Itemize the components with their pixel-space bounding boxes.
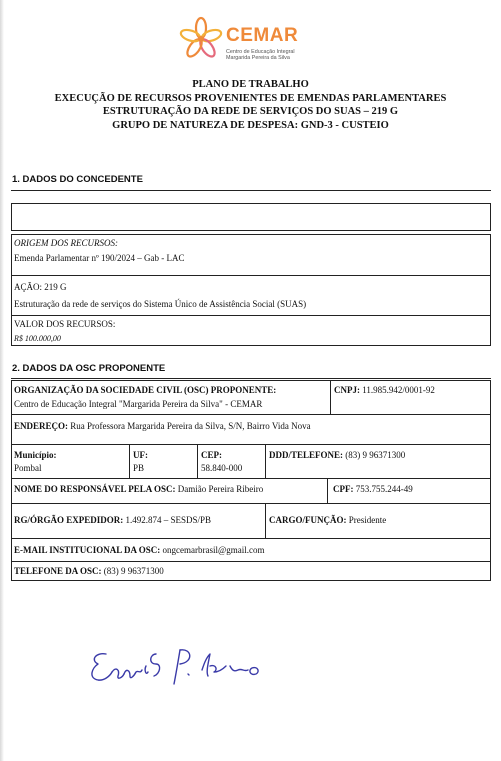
osc-divider-3 bbox=[11, 478, 491, 479]
valor-value: R$ 100.000,00 bbox=[14, 334, 61, 343]
cemar-logo bbox=[178, 16, 328, 62]
origem-label: ORIGEM DOS RECURSOS: bbox=[14, 238, 118, 248]
osc-divider-6 bbox=[11, 561, 491, 562]
flower-logo-icon bbox=[178, 16, 224, 62]
cep-label: CEP: bbox=[201, 450, 222, 460]
osc-vdivider-cpf bbox=[327, 478, 328, 503]
endereco-value: Rua Professora Margarida Pereira da Silva, S/N, Bairro Vida Nova bbox=[70, 421, 311, 431]
ddd-value: (83) 9 96371300 bbox=[345, 450, 406, 460]
rg-label: RG/ÓRGÃO EXPEDIDOR: bbox=[14, 515, 124, 525]
osc-divider-5 bbox=[11, 538, 491, 539]
rg-value: 1.492.874 – SESDS/PB bbox=[125, 515, 212, 525]
title-line2: EXECUÇÃO DE RECURSOS PROVENIENTES DE EMENDAS PARLAMENTARES bbox=[54, 92, 447, 104]
handwritten-signature bbox=[84, 640, 294, 700]
cep-value: 58.840-000 bbox=[201, 463, 243, 473]
email-field bbox=[14, 545, 265, 556]
municipio-value: Pombal bbox=[14, 463, 42, 473]
municipio-label: Município: bbox=[14, 450, 57, 460]
responsavel-value: Damião Pereira Ribeiro bbox=[177, 484, 264, 494]
cargo-value: Presidente bbox=[348, 515, 387, 525]
uf-value: PB bbox=[133, 463, 145, 473]
telefone-label: TELEFONE DA OSC: bbox=[14, 566, 102, 576]
rg-field bbox=[14, 515, 211, 526]
empty-concedente-row bbox=[11, 203, 491, 231]
title-line1: PLANO DE TRABALHO bbox=[192, 79, 309, 90]
org-label: ORGANIZAÇÃO DA SOCIEDADE CIVIL (OSC) PROPONENTE: bbox=[14, 385, 277, 395]
title-line4: GRUPO DE NATUREZA DE DESPESA: GND-3 - CUSTEIO bbox=[112, 119, 389, 131]
responsavel-field bbox=[14, 484, 263, 495]
origem-value: Emenda Parlamentar nº 190/2024 – Gab - LAC bbox=[14, 253, 185, 263]
cargo-label: CARGO/FUNÇÃO: bbox=[269, 515, 347, 525]
responsavel-label: NOME DO RESPONSÁVEL PELA OSC: bbox=[14, 484, 176, 494]
document-title-block bbox=[0, 78, 501, 132]
cpf-value: 753.755.244-49 bbox=[355, 484, 413, 494]
osc-vdivider-cep bbox=[197, 444, 198, 478]
osc-vdivider-ddd bbox=[265, 444, 266, 478]
osc-vdivider-cargo bbox=[265, 503, 266, 538]
uf-label: UF: bbox=[133, 450, 148, 460]
osc-divider-4 bbox=[11, 503, 491, 504]
endereco-label: ENDEREÇO: bbox=[14, 421, 69, 431]
valor-label: VALOR DOS RECURSOS: bbox=[14, 319, 116, 329]
concedente-divider-2 bbox=[11, 315, 491, 316]
cargo-field bbox=[269, 515, 386, 526]
osc-vdivider-uf bbox=[129, 444, 130, 478]
section2-title: 2. DADOS DA OSC PROPONENTE bbox=[12, 363, 166, 374]
acao-value: Estruturação da rede de serviços do Sistema Único de Assistência Social (SUAS) bbox=[14, 299, 307, 309]
endereco-field bbox=[14, 421, 311, 432]
section1-rule bbox=[11, 190, 491, 191]
telefone-value: (83) 9 96371300 bbox=[103, 566, 164, 576]
cnpj-value: 11.985.942/0001-92 bbox=[362, 385, 435, 395]
osc-divider-1 bbox=[11, 414, 491, 415]
ddd-label: DDD/TELEFONE: bbox=[269, 450, 344, 460]
telefone-field bbox=[14, 566, 164, 577]
cnpj-field bbox=[334, 385, 435, 396]
ddd-field bbox=[269, 450, 405, 461]
org-value: Centro de Educação Integral "Margarida Pereira da Silva" - CEMAR bbox=[14, 399, 263, 409]
logo-name: CEMAR bbox=[226, 25, 299, 46]
section1-title: 1. DADOS DO CONCEDENTE bbox=[12, 174, 143, 185]
logo-subtitle-line2: Margarida Pereira da Silva bbox=[226, 55, 290, 61]
osc-divider-2 bbox=[11, 444, 491, 445]
cpf-label: CPF: bbox=[333, 484, 354, 494]
logo-subtitle-line1: Centro de Educação Integral bbox=[226, 49, 295, 55]
email-value: ongcemarbrasil@gmail.com bbox=[162, 545, 265, 555]
email-label: E-MAIL INSTITUCIONAL DA OSC: bbox=[14, 545, 161, 555]
cnpj-label: CNPJ: bbox=[334, 385, 360, 395]
osc-vdivider-cnpj bbox=[330, 380, 331, 414]
cpf-field bbox=[333, 484, 413, 495]
section2-rule bbox=[11, 378, 491, 379]
acao-label: AÇÃO: 219 G bbox=[14, 282, 67, 292]
title-line3: ESTRUTURAÇÃO DA REDE DE SERVIÇOS DO SUAS – 219 G bbox=[102, 106, 399, 117]
concedente-divider-1 bbox=[11, 275, 491, 276]
